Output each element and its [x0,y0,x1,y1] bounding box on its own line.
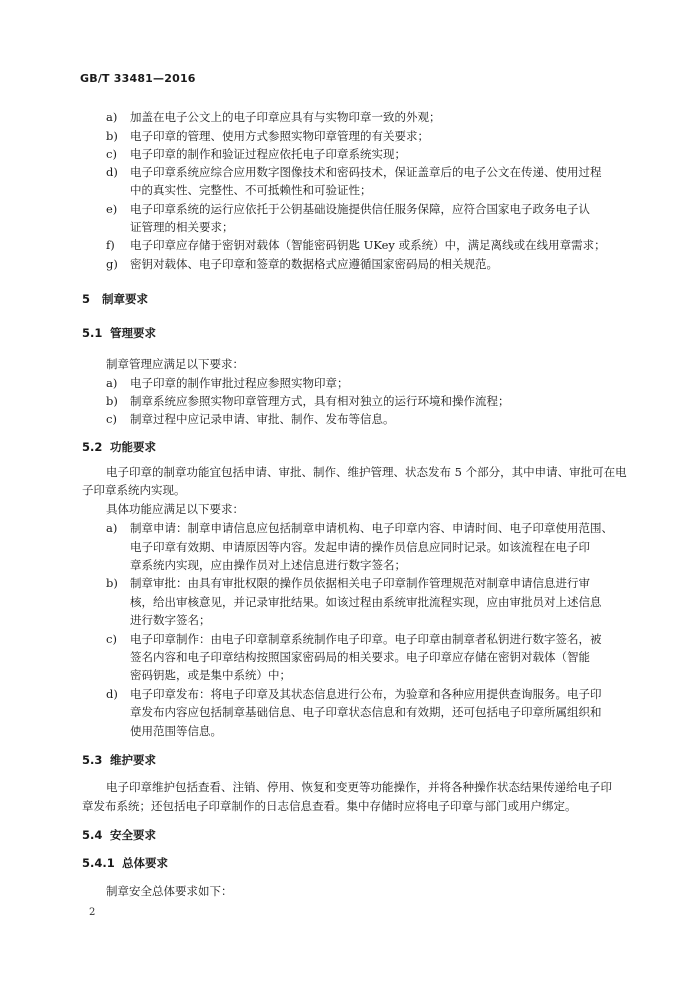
section-heading [82,292,148,306]
section-number: 5.3 [82,753,103,767]
list-marker: a) [106,376,118,390]
subsection-heading [82,326,156,340]
paragraph-text: 子印章系统内实现。 [82,483,186,497]
standard-number-header: GB/T 33481—2016 [80,72,196,85]
list-item-text: 核，给出审核意见，并记录审批结果。如该过程由系统审批流程实现，应由审批员对上述信息 [130,595,602,609]
subsection-heading [82,856,168,870]
section-title: 总体要求 [122,856,168,870]
list-item-text: 电子印章的管理、使用方式参照实物印章管理的有关要求； [130,129,429,143]
list-marker: b) [106,394,118,408]
list-item-text: 密码钥匙，或是集中系统）中； [130,668,291,682]
page-number: 2 [89,907,96,918]
list-marker: e) [106,202,118,216]
section-title: 制章要求 [102,292,148,306]
paragraph-text: 具体功能应满足以下要求： [106,502,244,516]
list-marker: c) [106,147,117,161]
list-item-text: 制章过程中应记录申请、审批、制作、发布等信息。 [130,412,395,426]
list-item-text: 中的真实性、完整性、不可抵赖性和可验证性； [130,183,372,197]
section-title: 维护要求 [110,753,156,767]
list-marker: a) [106,521,118,535]
list-marker: c) [106,632,117,646]
subsection-heading [82,828,156,842]
paragraph-text: 章发布系统；还包括电子印章制作的日志信息查看。集中存储时应将电子印章与部门或用户绑定。 [82,799,577,813]
paragraph-text: 电子印章的制章功能宜包括申请、审批、制作、维护管理、状态发布 5 个部分，其中申请、审批可在电 [106,465,627,479]
list-item-text: 电子印章的制作和验证过程应依托电子印章系统实现； [130,147,406,161]
section-number: 5.4.1 [82,856,115,870]
list-item-text: 制章申请：制章申请信息应包括制章申请机构、电子印章内容、申请时间、电子印章使用范围、 [130,521,613,535]
list-item-text: 电子印章制作：由电子印章制章系统制作电子印章。电子印章由制章者私钥进行数字签名，被 [130,632,602,646]
list-item-text: 签名内容和电子印章结构按照国家密码局的相关要求。电子印章应存储在密钥对载体（智能 [130,650,590,664]
list-marker: b) [106,129,118,143]
list-marker: d) [106,687,118,701]
subsection-heading [82,440,156,454]
list-item-text: 制章审批：由具有审批权限的操作员依据相关电子印章制作管理规范对制章申请信息进行审 [130,576,590,590]
section-number: 5 [82,292,91,306]
list-item-text: 章系统内实现，应由操作员对上述信息进行数字签名； [130,558,406,572]
section-number: 5.4 [82,828,103,842]
list-item-text: 电子印章发布：将电子印章及其状态信息进行公布，为验章和各种应用提供查询服务。电子印 [130,687,602,701]
paragraph-text: 制章管理应满足以下要求： [106,357,244,371]
list-item-text: 证管理的相关要求； [130,220,234,234]
list-marker: c) [106,412,117,426]
section-title: 管理要求 [110,326,156,340]
list-item-text: 章发布内容应包括制章基础信息、电子印章状态信息和有效期，还可包括电子印章所属组织和 [130,705,602,719]
list-item-text: 制章系统应参照实物印章管理方式，具有相对独立的运行环境和操作流程； [130,394,510,408]
list-item-text: 使用范围等信息。 [130,724,222,738]
paragraph-text: 电子印章维护包括查看、注销、停用、恢复和变更等功能操作，并将各种操作状态结果传递给电子印 [106,780,612,794]
list-marker: a) [106,110,118,124]
section-title: 功能要求 [110,440,156,454]
list-item-text: 电子印章的制作审批过程应参照实物印章； [130,376,349,390]
list-item-text: 电子印章系统应综合应用数字图像技术和密码技术，保证盖章后的电子公文在传递、使用过程 [130,165,602,179]
list-marker: b) [106,576,118,590]
list-marker: d) [106,165,118,179]
list-marker: f) [106,238,115,252]
section-number: 5.1 [82,326,103,340]
list-item-text: 电子印章系统的运行应依托于公钥基础设施提供信任服务保障，应符合国家电子政务电子认 [130,202,590,216]
list-item-text: 密钥对载体、电子印章和签章的数据格式应遵循国家密码局的相关规范。 [130,257,498,271]
list-marker: g) [106,257,118,271]
section-number: 5.2 [82,440,103,454]
list-item-text: 进行数字签名； [130,613,211,627]
paragraph-text: 制章安全总体要求如下： [106,884,233,898]
list-item-text: 电子印章应存储于密钥对载体（智能密码钥匙 UKey 或系统）中，满足离线或在线用章需求； [130,238,606,252]
subsection-heading [82,753,156,767]
section-title: 安全要求 [110,828,156,842]
list-item-text: 加盖在电子公文上的电子印章应具有与实物印章一致的外观； [130,110,441,124]
list-item-text: 电子印章有效期、申请原因等内容。发起申请的操作员信息应同时记录。如该流程在电子印 [130,540,590,554]
